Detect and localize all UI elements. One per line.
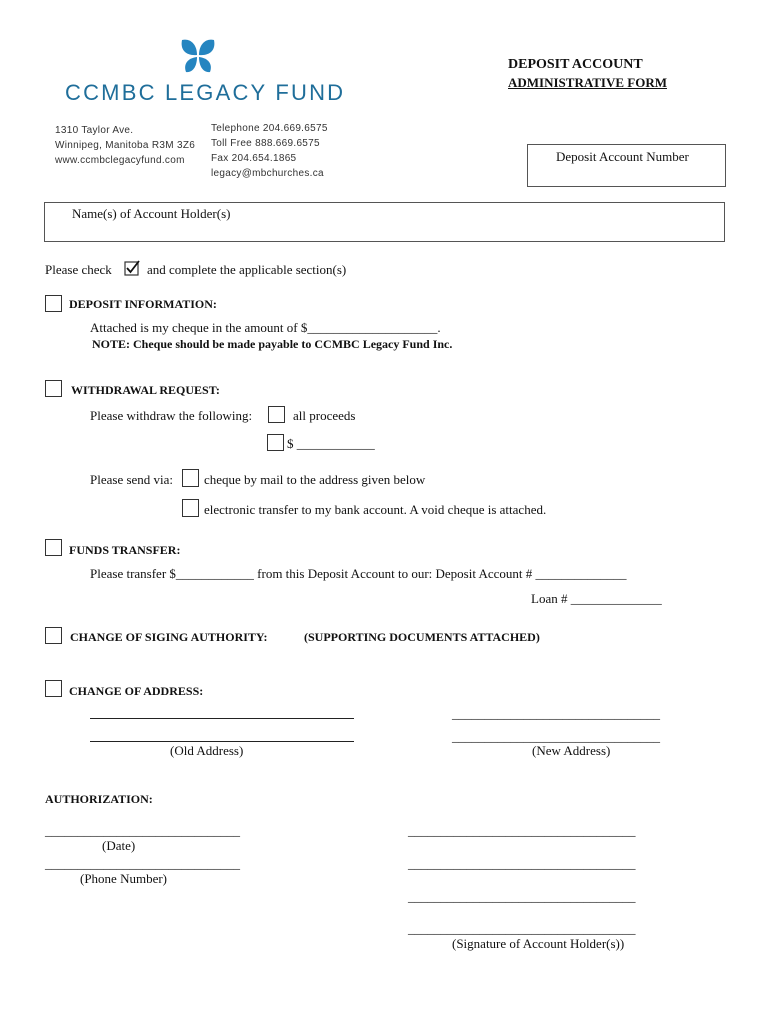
transfer-amount-line[interactable]: Please transfer $____________ from this Deposit Account to our: Deposit Account # ______________ bbox=[90, 566, 627, 581]
form-title-line2: ADMINISTRATIVE FORM bbox=[508, 75, 668, 90]
old-address-line-2[interactable] bbox=[90, 741, 354, 742]
signing-authority-checkbox[interactable] bbox=[45, 627, 62, 644]
cheque-by-mail-label: cheque by mail to the address given below bbox=[204, 472, 426, 487]
date-label: (Date) bbox=[102, 838, 136, 853]
old-address-line-1[interactable] bbox=[90, 718, 354, 719]
signature-line-4[interactable]: ___________________________________ bbox=[408, 921, 636, 936]
fax-text: Fax 204.654.1865 bbox=[211, 153, 297, 164]
telephone-text: Telephone 204.669.6575 bbox=[211, 123, 328, 134]
withdraw-amount-field[interactable]: $ ____________ bbox=[287, 436, 375, 451]
deposit-account-number-field[interactable] bbox=[527, 144, 726, 187]
address-line: 1310 Taylor Ave. bbox=[55, 125, 134, 136]
deposit-info-checkbox[interactable] bbox=[45, 295, 62, 312]
new-address-line-2[interactable]: ________________________________ bbox=[452, 729, 660, 744]
signature-line-1[interactable]: ___________________________________ bbox=[408, 823, 636, 838]
supporting-documents-note: (SUPPORTING DOCUMENTS ATTACHED) bbox=[304, 630, 540, 644]
email-text: legacy@mbchurches.ca bbox=[211, 168, 324, 179]
all-proceeds-checkbox[interactable] bbox=[268, 406, 285, 423]
withdrawal-heading: WITHDRAWAL REQUEST: bbox=[71, 383, 220, 397]
tollfree-text: Toll Free 888.669.6575 bbox=[211, 138, 320, 149]
account-holder-field[interactable] bbox=[44, 202, 725, 242]
instruction-suffix: and complete the applicable section(s) bbox=[147, 262, 347, 277]
electronic-transfer-checkbox[interactable] bbox=[182, 499, 199, 517]
amount-checkbox[interactable] bbox=[267, 434, 284, 451]
funds-transfer-checkbox[interactable] bbox=[45, 539, 62, 556]
website-text: www.ccmbclegacyfund.com bbox=[55, 155, 185, 166]
address-line: Winnipeg, Manitoba R3M 3Z6 bbox=[55, 140, 196, 151]
butterfly-logo-icon bbox=[176, 36, 220, 76]
signature-line-2[interactable]: ___________________________________ bbox=[408, 856, 636, 871]
electronic-transfer-label: electronic transfer to my bank account. A void cheque is attached. bbox=[204, 502, 547, 517]
signature-line-3[interactable]: ___________________________________ bbox=[408, 889, 636, 904]
checkbox-checked-icon bbox=[124, 260, 140, 276]
new-address-line-1[interactable]: ________________________________ bbox=[452, 706, 660, 721]
org-address bbox=[55, 123, 195, 168]
org-contact bbox=[211, 121, 328, 181]
phone-line[interactable]: ______________________________ bbox=[45, 856, 240, 871]
change-address-heading: CHANGE OF ADDRESS: bbox=[69, 684, 204, 698]
date-line[interactable]: ______________________________ bbox=[45, 823, 240, 838]
signature-label: (Signature of Account Holder(s)) bbox=[452, 936, 625, 951]
cheque-amount-line[interactable]: Attached is my cheque in the amount of $____________________. bbox=[90, 320, 441, 335]
withdraw-prompt: Please withdraw the following: bbox=[90, 408, 253, 423]
deposit-info-heading: DEPOSIT INFORMATION: bbox=[69, 297, 217, 311]
all-proceeds-label: all proceeds bbox=[293, 408, 356, 423]
account-holder-label: Name(s) of Account Holder(s) bbox=[72, 206, 231, 221]
new-address-label: (New Address) bbox=[532, 743, 611, 758]
cheque-by-mail-checkbox[interactable] bbox=[182, 469, 199, 487]
form-title-line1: DEPOSIT ACCOUNT bbox=[508, 57, 643, 72]
withdrawal-checkbox[interactable] bbox=[45, 380, 62, 397]
deposit-account-number-label: Deposit Account Number bbox=[556, 149, 689, 164]
cheque-payable-note: NOTE: Cheque should be made payable to CCMBC Legacy Fund Inc. bbox=[92, 337, 453, 351]
signing-authority-heading: CHANGE OF SIGING AUTHORITY: bbox=[70, 630, 268, 644]
send-via-prompt: Please send via: bbox=[90, 472, 174, 487]
old-address-label: (Old Address) bbox=[170, 743, 244, 758]
funds-transfer-heading: FUNDS TRANSFER: bbox=[69, 543, 181, 557]
instruction-prefix: Please check bbox=[45, 262, 112, 277]
change-address-checkbox[interactable] bbox=[45, 680, 62, 697]
org-name: CCMBC LEGACY FUND bbox=[65, 80, 346, 105]
authorization-heading: AUTHORIZATION: bbox=[45, 792, 153, 806]
loan-number-field[interactable]: Loan # ______________ bbox=[531, 591, 662, 606]
phone-label: (Phone Number) bbox=[80, 871, 168, 886]
